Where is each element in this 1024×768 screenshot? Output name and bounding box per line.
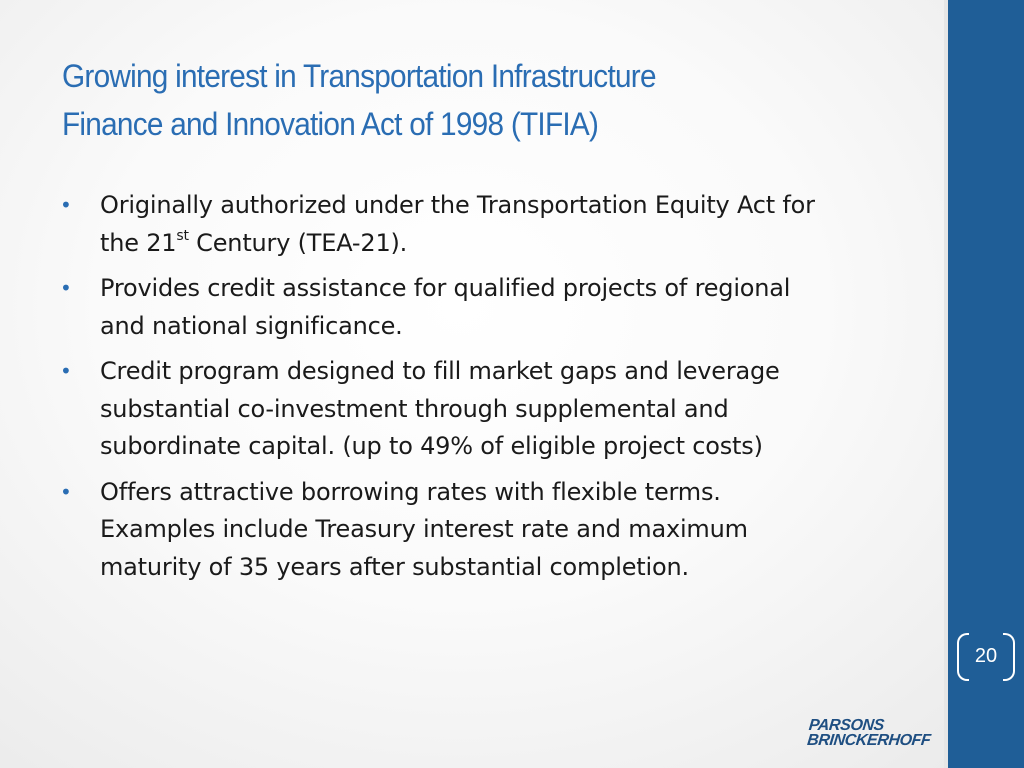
bullet-list (60, 187, 900, 594)
list-item (60, 270, 900, 345)
bullet-line: and national significance. (100, 311, 403, 340)
bullet-line (100, 225, 900, 263)
list-item (60, 353, 900, 466)
list-item (60, 187, 900, 262)
bullet-text (100, 353, 900, 466)
superscript: st (176, 227, 189, 244)
list-item (60, 474, 900, 587)
bullet-icon: • (60, 193, 72, 217)
bullet-text (100, 270, 900, 345)
slide-title (62, 52, 862, 148)
bullet-line: Originally authorized under the Transportation Equity Act for (100, 191, 815, 219)
bullet-line: maturity of 35 years after substantial completion. (100, 552, 689, 581)
bullet-icon: • (60, 359, 72, 383)
bullet-line: substantial co-investment through supplemental and (100, 394, 729, 423)
bullet-line: subordinate capital. (up to 49% of eligible project costs) (100, 432, 763, 460)
title-line-2: Finance and Innovation Act of 1998 (TIFIA) (62, 106, 599, 142)
bullet-line: Credit program designed to fill market gaps and leverage (100, 357, 780, 385)
company-logo (806, 718, 932, 748)
page-number-badge (955, 633, 1017, 679)
bullet-line: Provides credit assistance for qualified projects of regional (100, 274, 791, 302)
bullet-icon: • (60, 276, 72, 300)
bullet-icon: • (60, 479, 72, 504)
logo-line-1: PARSONS (807, 717, 885, 734)
bullet-fragment: Century (TEA-21). (188, 228, 408, 257)
bullet-fragment: the 21 (100, 228, 177, 257)
bullet-line: Offers attractive borrowing rates with flexible terms. (100, 477, 721, 506)
page-number: 20 (974, 645, 998, 667)
bullet-line: Examples include Treasury interest rate and maximum (100, 515, 748, 543)
logo-line-2: BRINCKERHOFF (806, 732, 932, 749)
bullet-text (100, 187, 900, 262)
title-line-1: Growing interest in Transportation Infrastructure (62, 58, 656, 94)
bullet-text (100, 474, 900, 587)
